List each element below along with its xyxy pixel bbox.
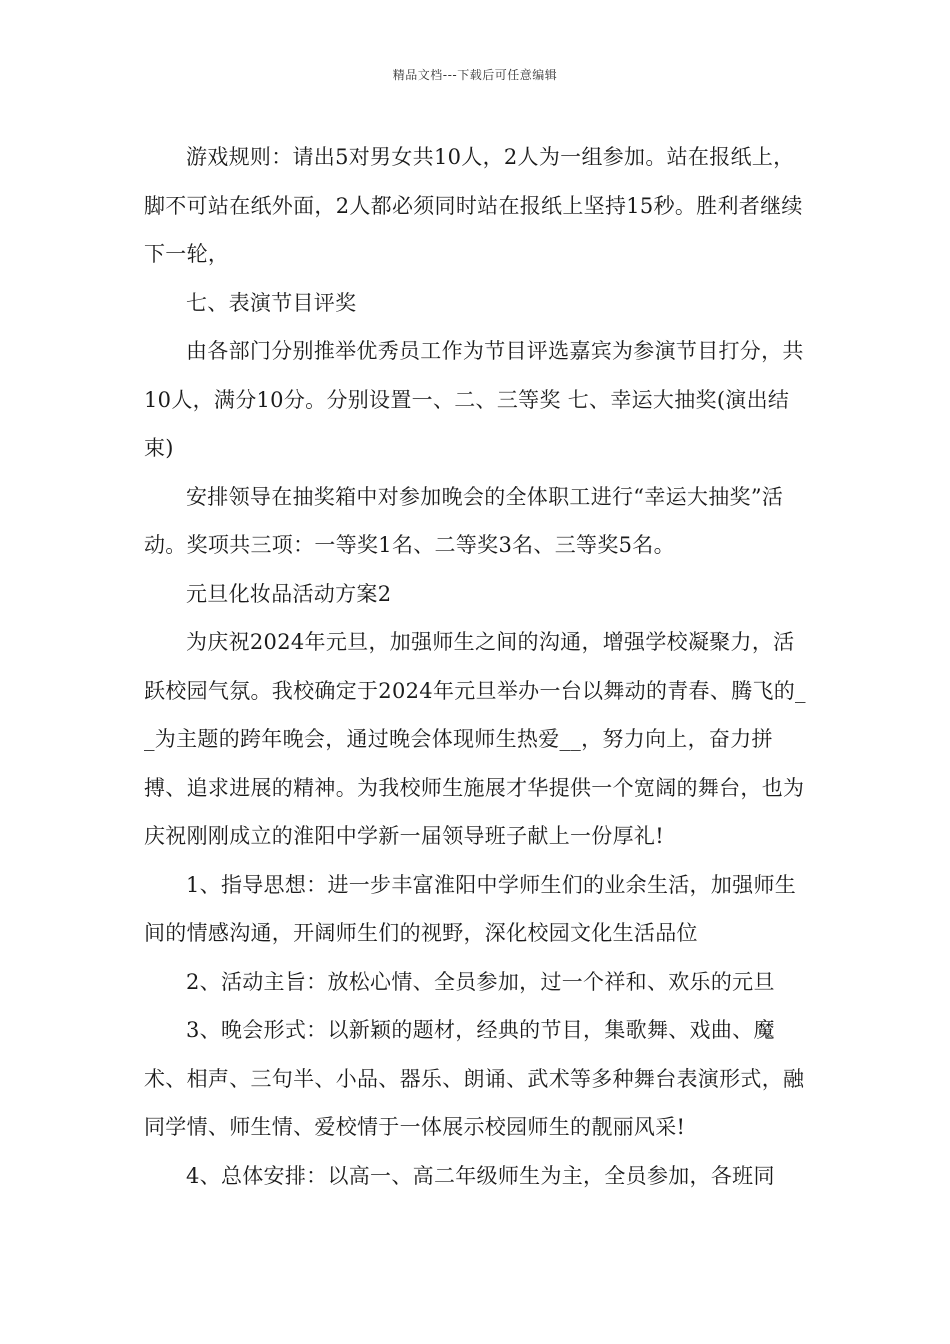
paragraph-activity-purpose: 2、活动主旨：放松心情、全员参加，过一个祥和、欢乐的元旦	[186, 969, 775, 994]
paragraph-show-format: 3、晚会形式：以新颖的题材，经典的节目，集歌舞、戏曲、魔术、相声、三句半、小品、器乐、朗诵、武术等多种舞台表演形式，融同学情、师生情、爱校情于一体展示校园师生的靓丽风采!	[144, 1018, 805, 1139]
paragraph-overall-arrangement: 4、总体安排：以高一、高二年级师生为主，全员参加，各班同	[186, 1163, 775, 1188]
paragraph-intro: 为庆祝2024年元旦，加强师生之间的沟通，增强学校凝聚力，活跃校园气氛。我校确定于2024年元旦举办一台以舞动的青春、腾飞的__为主题的跨年晚会，通过晚会体现师生热爱__，努力向上，奋力拼搏、追求进展的精神。为我校师生施展才华提供一个宽阔的舞台，也为庆祝刚刚成立的淮阳中学新一届领导班子献上一份厚礼!	[144, 630, 806, 848]
page-header: 精品文档---下载后可任意编辑	[392, 68, 558, 82]
paragraph-judging: 由各部门分别推举优秀员工作为节目评选嘉宾为参演节目打分，共10人，满分10分。分别设置一、二、三等奖 七、幸运大抽奖(演出结束)	[144, 339, 804, 460]
paragraph-section-seven-heading: 七、表演节目评奖	[186, 290, 357, 315]
paragraph-guiding-idea: 1、指导思想：进一步丰富淮阳中学师生们的业余生活，加强师生间的情感沟通，开阔师生们的视野，深化校园文化生活品位	[144, 872, 797, 945]
paragraph-game-rules: 游戏规则：请出5对男女共10人，2人为一组参加。站在报纸上，脚不可站在纸外面，2人都必须同时站在报纸上坚持15秒。胜利者继续下一轮，	[144, 145, 803, 266]
paragraph-lucky-draw: 安排领导在抽奖箱中对参加晚会的全体职工进行“幸运大抽奖”活动。奖项共三项：一等奖1名、二等奖3名、三等奖5名。	[144, 484, 784, 557]
paragraph-plan-title: 元旦化妆品活动方案2	[186, 581, 392, 606]
document-body	[144, 133, 814, 1200]
